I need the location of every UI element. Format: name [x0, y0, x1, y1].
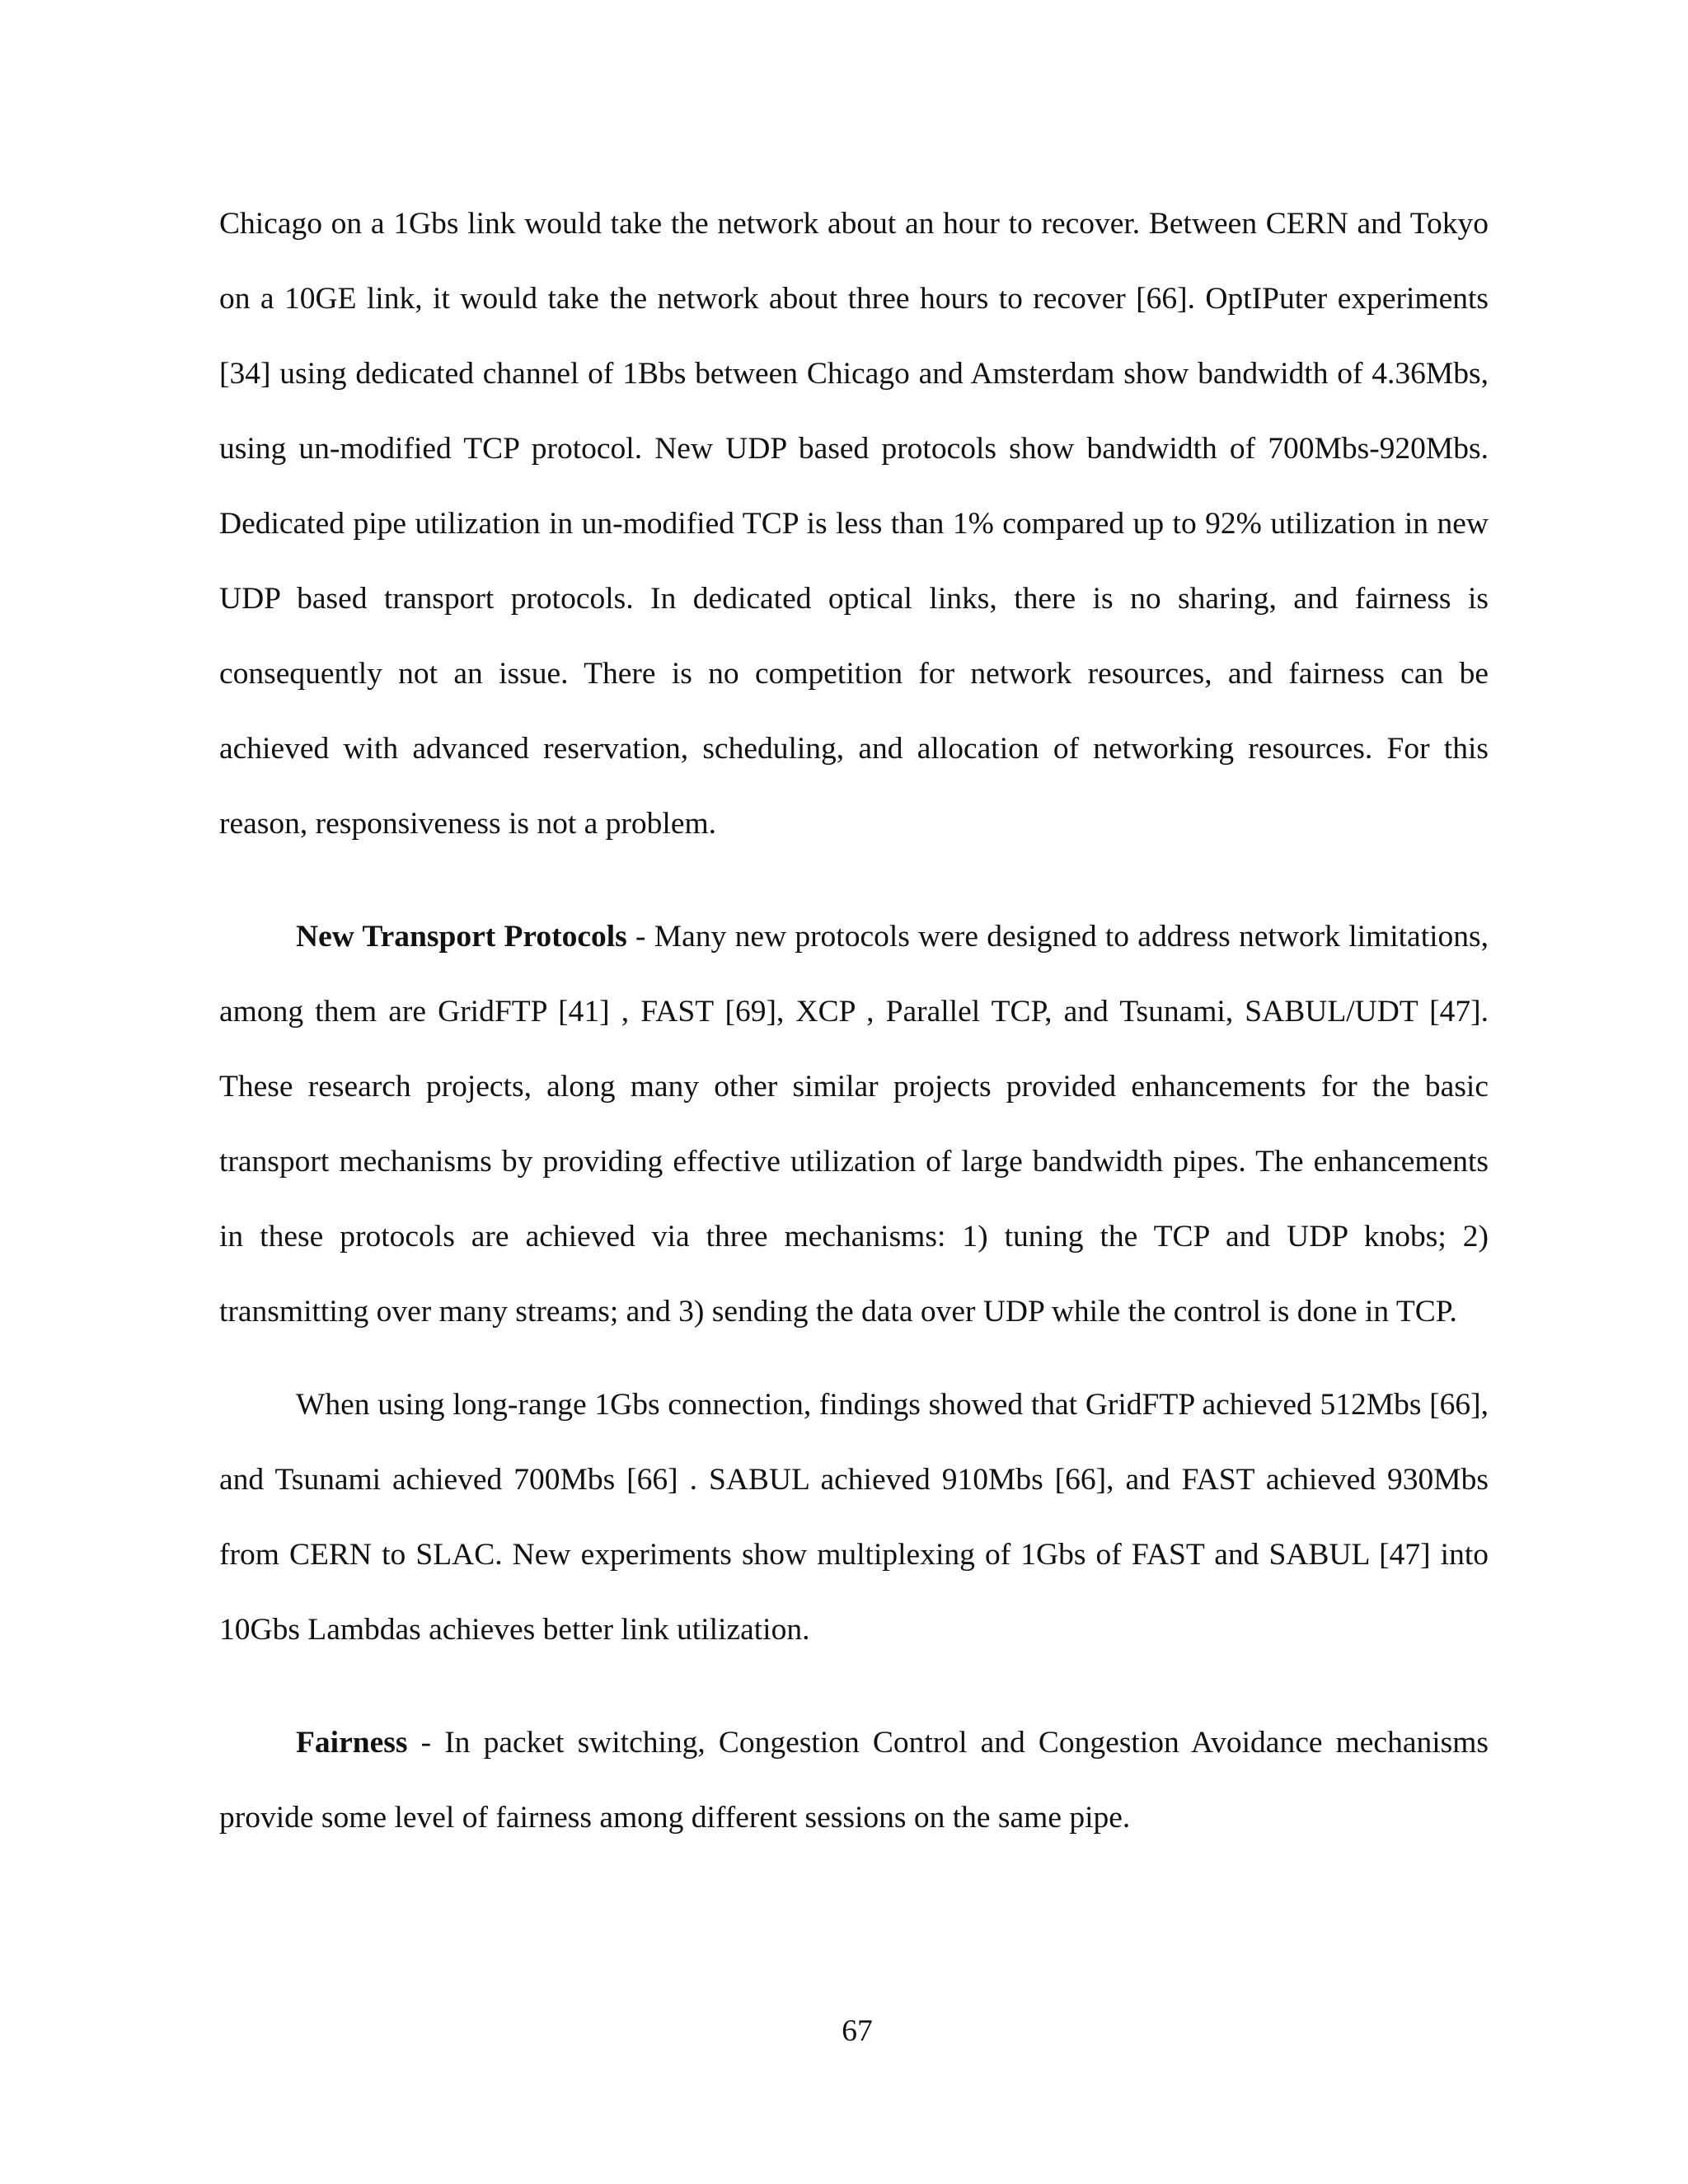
run-in-heading-new-transport-protocols: New Transport Protocols: [296, 920, 627, 954]
paragraph-body-new-transport-protocols: - Many new protocols were designed to address network limitations, among them are GridFTP [41] , FAST [69], XCP , Parallel TCP, and Tsunami, SABUL/UDT [47]. These research projects, along many other similar projects provided enhancements for the basic transport mechanisms by providing effective utilization of large bandwidth pipes. The enhancements in these protocols are achieved via three mechanisms: 1) tuning the TCP and UDP knobs; 2) transmitting over many streams; and 3) sending the data over UDP while the control is done in TCP.: [219, 920, 1489, 1329]
run-in-heading-fairness: Fairness: [296, 1726, 408, 1760]
paragraph-body-fairness: - In packet switching, Congestion Control and Congestion Avoidance mechanisms provide some level of fairness among different sessions on the same pipe.: [219, 1726, 1489, 1835]
paragraph-continued-recovery: Chicago on a 1Gbs link would take the network about an hour to recover. Between CERN and Tokyo on a 10GE link, it would take the network about three hours to recover [66]. OptIPuter experiments [34] using dedicated channel of 1Bbs between Chicago and Amsterdam show bandwidth of 4.36Mbs, using un-modified TCP protocol. New UDP based protocols show bandwidth of 700Mbs-920Mbs. Dedicated pipe utilization in un-modified TCP is less than 1% compared up to 92% utilization in new UDP based transport protocols. In dedicated optical links, there is no sharing, and fairness is consequently not an issue. There is no competition for network resources, and fairness can be achieved with advanced reservation, scheduling, and allocation of networking resources. For this reason, responsiveness is not a problem.: [219, 207, 1489, 841]
page-number: 67: [842, 2014, 873, 2048]
document-body: [219, 186, 1489, 1855]
paragraph-new-transport-protocols: [219, 899, 1489, 1349]
paragraph-long-range-findings: When using long-range 1Gbs connection, findings showed that GridFTP achieved 512Mbs [66], and Tsunami achieved 700Mbs [66] . SABUL achieved 910Mbs [66], and FAST achieved 930Mbs from CERN to SLAC. New experiments show multiplexing of 1Gbs of FAST and SABUL [47] into 10Gbs Lambdas achieves better link utilization.: [219, 1388, 1489, 1647]
paragraph-fairness: [219, 1705, 1489, 1855]
